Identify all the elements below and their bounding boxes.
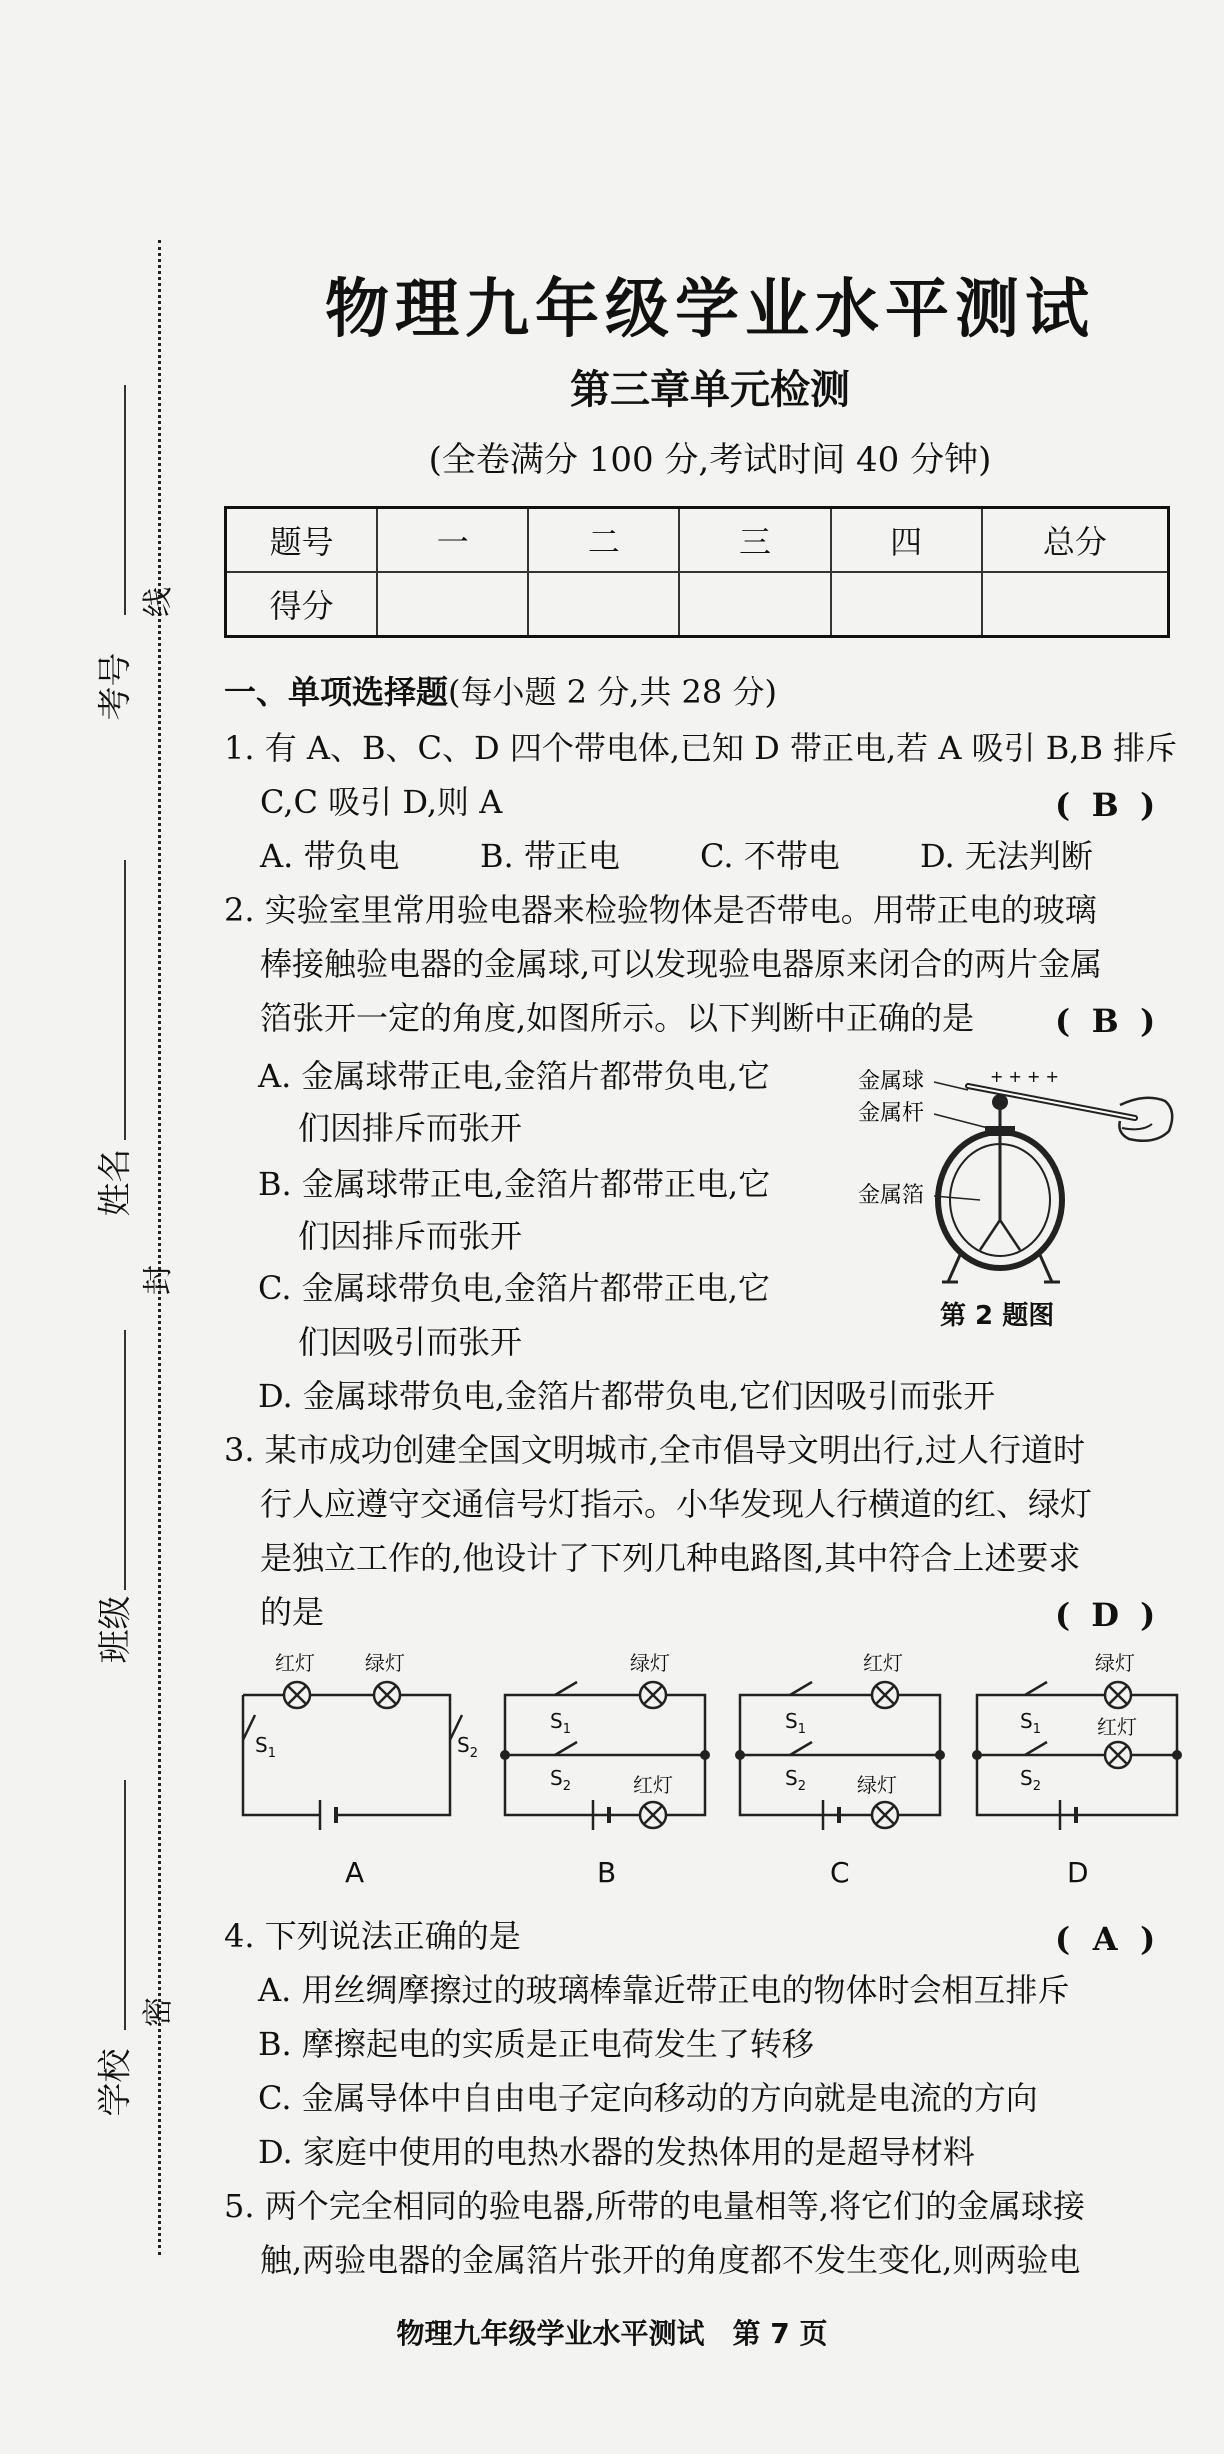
question-2-option-c-1: C. 金属球带负电,金箔片都带正电,它: [258, 1269, 771, 1307]
question-2-answer: [1055, 1002, 1155, 1040]
exam-subtitle: 第三章单元检测: [570, 367, 850, 413]
metal-ball: [992, 1094, 1008, 1110]
score-table-score-row: [226, 572, 1169, 637]
circuit-letter-c: C: [830, 1856, 850, 1889]
lamp-label-green: 绿灯: [630, 1651, 670, 1675]
bracket-open: (: [1055, 1596, 1071, 1634]
answer-letter: B: [1091, 786, 1119, 824]
plus-charges: + + + +: [990, 1067, 1059, 1086]
figure-caption: 第 2 题图: [940, 1301, 1055, 1331]
score-cell[interactable]: [982, 572, 1169, 637]
circuit-b-switch-1: [555, 1682, 577, 1695]
score-row-label: 得分: [226, 572, 378, 637]
question-3-line-3: 是独立工作的,他设计了下列几种电路图,其中符合上述要求: [260, 1539, 1081, 1577]
score-header-cell: 二: [528, 508, 679, 573]
score-table-header-row: [226, 508, 1169, 573]
bracket-open: (: [1055, 1002, 1071, 1040]
question-3-line-4: 的是: [260, 1593, 325, 1631]
question-2-line-2: 棒接触验电器的金属球,可以发现验电器原来闭合的两片金属: [260, 945, 1103, 983]
lamp-label-red: 红灯: [275, 1651, 315, 1675]
answer-letter: A: [1092, 1920, 1118, 1958]
circuit-letter-a: A: [345, 1856, 365, 1889]
question-1-answer: [1055, 786, 1155, 824]
junction-dot: [1172, 1750, 1182, 1760]
hand-finger: [1122, 1124, 1152, 1129]
field-label-exam-number: 考号: [95, 652, 136, 721]
circuit-letter-b: B: [597, 1856, 617, 1889]
question-4-line-1: 4. 下列说法正确的是: [224, 1917, 521, 1955]
switch-label-s1: $S_1$: [1020, 1709, 1041, 1737]
score-header-cell: 题号: [226, 508, 378, 573]
circuit-c-green-lamp: [872, 1802, 898, 1828]
circuit-diagrams: [225, 1640, 1185, 1900]
figure-label-rod: 金属杆: [858, 1101, 925, 1126]
score-header-cell: 三: [679, 508, 830, 573]
lamp-label-green: 绿灯: [857, 1773, 897, 1797]
question-2-line-1: 2. 实验室里常用验电器来检验物体是否带电。用带正电的玻璃: [224, 891, 1097, 929]
score-cell[interactable]: [528, 572, 679, 637]
option: D. 无法判断: [920, 837, 1093, 875]
bracket-open: (: [1055, 786, 1071, 824]
bracket-close: ): [1140, 1596, 1156, 1634]
question-5-line-1: 5. 两个完全相同的验电器,所带的电量相等,将它们的金属球接: [224, 2187, 1086, 2225]
score-header-cell: 总分: [982, 508, 1169, 573]
circuit-a-switch-1: [243, 1715, 255, 1740]
circuit-c-red-lamp: [872, 1682, 898, 1708]
circuit-a-red-lamp: [284, 1682, 310, 1708]
score-cell[interactable]: [377, 572, 528, 637]
junction-dot: [735, 1750, 745, 1760]
switch-label-s1: $S_1$: [550, 1709, 571, 1737]
seal-mark-secret: 密: [141, 1997, 176, 2027]
question-1-options: [260, 830, 1140, 883]
option: C. 不带电: [700, 837, 840, 875]
question-3-line-1: 3. 某市成功创建全国文明城市,全市倡导文明出行,过人行道时: [224, 1431, 1086, 1469]
question-2-option-c-2: 们因吸引而张开: [298, 1323, 523, 1361]
switch-label-s2: $S_2$: [785, 1766, 806, 1794]
option: A. 带负电: [260, 837, 400, 875]
bracket-open: (: [1055, 1920, 1071, 1958]
question-4-option-b: B. 摩擦起电的实质是正电荷发生了转移: [258, 2025, 814, 2063]
bracket-close: ): [1140, 786, 1156, 824]
question-2-line-3: 箔张开一定的角度,如图所示。以下判断中正确的是: [260, 999, 975, 1037]
switch-label-s2: $S_2$: [457, 1733, 478, 1761]
seal-mark-seal: 封: [141, 1265, 176, 1295]
lamp-label-green: 绿灯: [365, 1651, 405, 1675]
switch-label-s2: $S_2$: [1020, 1766, 1041, 1794]
exam-title: 物理九年级学业水平测试: [325, 273, 1095, 347]
lamp-label-green: 绿灯: [1095, 1651, 1135, 1675]
circuit-d-green-lamp: [1105, 1682, 1131, 1708]
field-label-school: 学校: [95, 2048, 136, 2117]
switch-label-s1: $S_1$: [255, 1733, 276, 1761]
circuit-d-switch-2: [1025, 1742, 1047, 1755]
lamp-label-red: 红灯: [1097, 1715, 1137, 1739]
lamp-label-red: 红灯: [863, 1651, 903, 1675]
seal-mark-line: 线: [141, 587, 176, 617]
circuit-b-switch-2: [555, 1742, 577, 1755]
section-heading: [224, 666, 777, 719]
score-header-cell: 四: [831, 508, 982, 573]
junction-dot: [972, 1750, 982, 1760]
question-2-option-a-1: A. 金属球带正电,金箔片都带负电,它: [258, 1057, 770, 1095]
question-4-answer: [1055, 1920, 1155, 1958]
circuit-b-red-lamp: [640, 1802, 666, 1828]
question-2-option-a-2: 们因排斥而张开: [298, 1109, 523, 1147]
section-title: 一、单项选择题: [224, 673, 449, 711]
field-label-name: 姓名: [95, 1148, 136, 1217]
circuit-d-switch-1: [1025, 1682, 1047, 1695]
circuit-a-green-lamp: [374, 1682, 400, 1708]
switch-label-s2: $S_2$: [550, 1766, 571, 1794]
question-4-option-c: C. 金属导体中自由电子定向移动的方向就是电流的方向: [258, 2079, 1038, 2117]
answer-letter: B: [1091, 1002, 1119, 1040]
score-table: [224, 506, 1170, 638]
binding-dotted-line: [158, 240, 161, 2255]
option: B. 带正电: [480, 837, 620, 875]
question-4-option-d: D. 家庭中使用的电热水器的发热体用的是超导材料: [258, 2133, 975, 2171]
circuit-c-switch-1: [790, 1682, 812, 1695]
question-2-option-b-1: B. 金属球带正电,金箔片都带正电,它: [258, 1165, 771, 1203]
question-4-option-a: A. 用丝绸摩擦过的玻璃棒靠近带正电的物体时会相互排斥: [258, 1971, 1070, 2009]
leader-line: [934, 1114, 988, 1128]
field-label-class: 班级: [95, 1595, 136, 1664]
circuit-c-switch-2: [790, 1742, 812, 1755]
junction-dot: [500, 1750, 510, 1760]
field-exam-number[interactable]: [124, 385, 126, 615]
question-1-line-1: 1. 有 A、B、C、D 四个带电体,已知 D 带正电,若 A 吸引 B,B 排斥: [224, 729, 1178, 767]
circuit-d-red-lamp: [1105, 1742, 1131, 1768]
field-class[interactable]: [124, 1330, 126, 1590]
score-cell[interactable]: [679, 572, 830, 637]
jar-stopper: [985, 1126, 1015, 1136]
question-5-line-2: 触,两验电器的金属箔片张开的角度都不发生变化,则两验电: [260, 2241, 1081, 2279]
junction-dot: [700, 1750, 710, 1760]
question-2-option-b-2: 们因排斥而张开: [298, 1217, 523, 1255]
leader-line: [934, 1082, 968, 1090]
question-2-option-d: D. 金属球带负电,金箔片都带负电,它们因吸引而张开: [258, 1377, 996, 1415]
exam-note: (全卷满分 100 分,考试时间 40 分钟): [428, 440, 992, 480]
answer-letter: D: [1091, 1596, 1120, 1634]
foil-left: [980, 1220, 1000, 1250]
bracket-close: ): [1140, 1002, 1156, 1040]
circuit-b-green-lamp: [640, 1682, 666, 1708]
question-1-line-2: C,C 吸引 D,则 A: [260, 783, 503, 821]
lamp-label-red: 红灯: [633, 1773, 673, 1797]
score-header-cell: 一: [377, 508, 528, 573]
junction-dot: [935, 1750, 945, 1760]
question-3-line-2: 行人应遵守交通信号灯指示。小华发现人行横道的红、绿灯: [260, 1485, 1093, 1523]
question-3-answer: [1055, 1596, 1155, 1634]
section-note: (每小题 2 分,共 28 分): [448, 673, 777, 711]
circuit-letter-d: D: [1067, 1856, 1089, 1889]
score-cell[interactable]: [831, 572, 982, 637]
field-name[interactable]: [124, 860, 126, 1140]
figure-label-foil: 金属箔: [858, 1183, 925, 1208]
foil-right: [1000, 1220, 1020, 1250]
electroscope-figure: [850, 1050, 1180, 1300]
switch-label-s1: $S_1$: [785, 1709, 806, 1737]
figure-label-ball: 金属球: [858, 1069, 925, 1094]
field-school[interactable]: [124, 1780, 126, 2030]
bracket-close: ): [1140, 1920, 1156, 1958]
page-footer: 物理九年级学业水平测试 第 7 页: [396, 2317, 828, 2350]
